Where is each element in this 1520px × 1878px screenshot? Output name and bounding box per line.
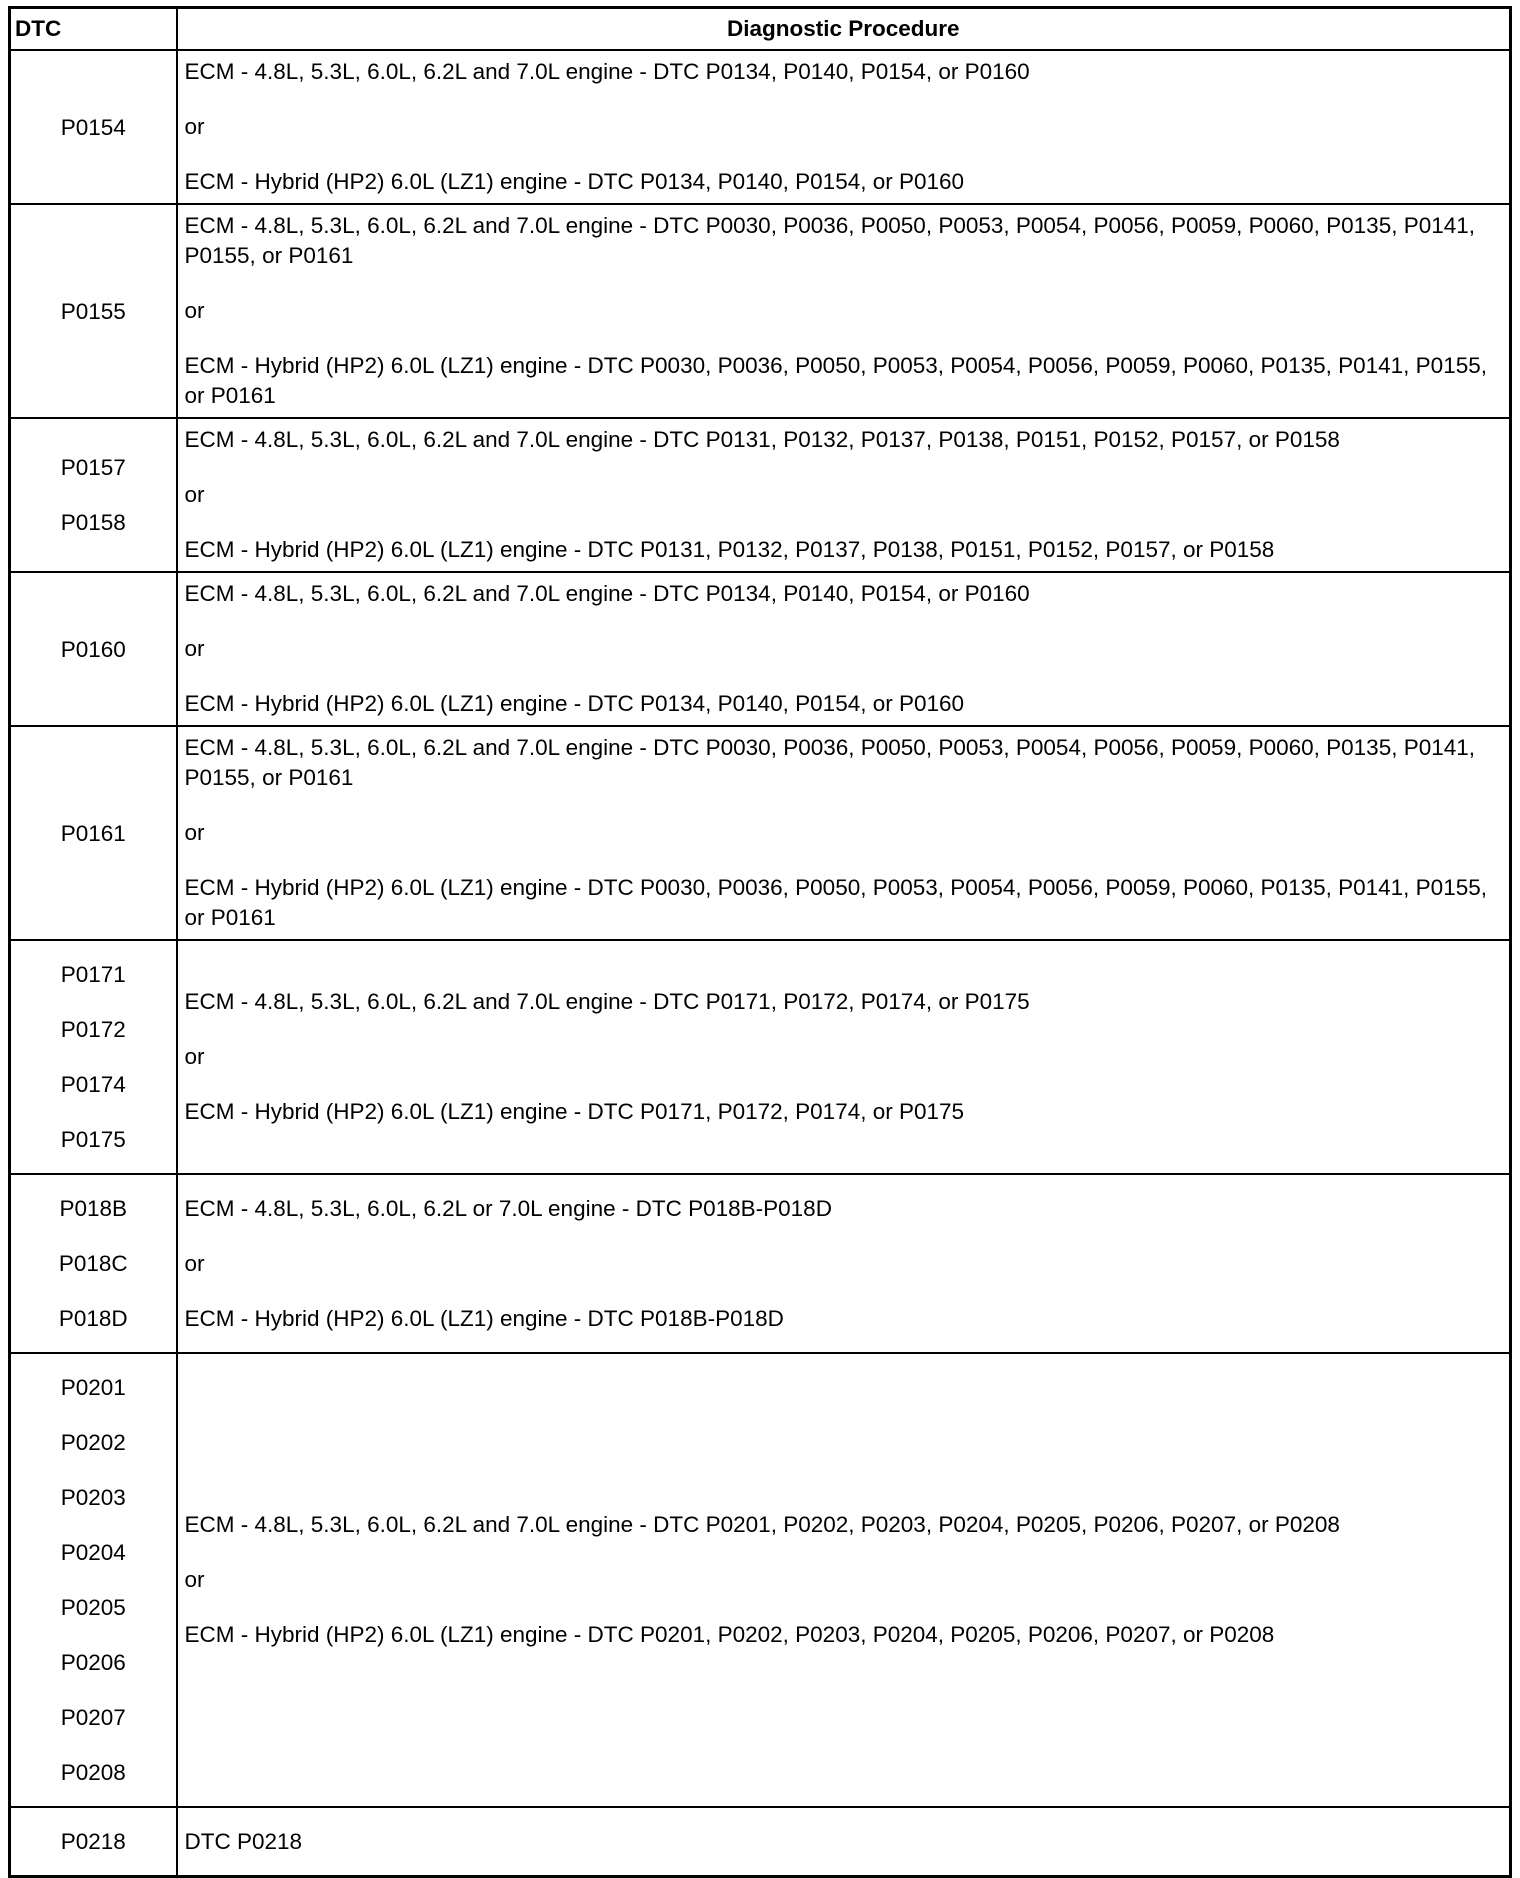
dtc-code: P0154 [60,114,126,140]
dtc-cell [10,940,177,1174]
dtc-code: P0174 [60,1072,126,1097]
column-header-procedure: Diagnostic Procedure [177,8,1511,51]
dtc-code: P0202 [60,1430,126,1455]
procedure-line: ECM - Hybrid (HP2) 6.0L (LZ1) engine - DTC P0030, P0036, P0050, P0053, P0054, P0056, P0059, P0060, P0135, P0141, P0155, or P0161 [184,353,1487,408]
procedure-line: ECM - Hybrid (HP2) 6.0L (LZ1) engine - DTC P0030, P0036, P0050, P0053, P0054, P0056, P0059, P0060, P0135, P0141, P0155, or P0161 [184,875,1487,930]
table-row [10,1174,1511,1353]
dtc-cell [10,1807,177,1877]
procedure-cell [177,726,1511,940]
dtc-code: P0160 [60,636,126,662]
dtc-cell [10,418,177,572]
header-row [10,8,1511,51]
dtc-cell [10,50,177,204]
table-row [10,572,1511,726]
procedure-cell [177,1353,1511,1807]
table-row [10,1353,1511,1807]
procedure-cell [177,50,1511,204]
procedure-cell [177,418,1511,572]
dtc-code: P0175 [60,1127,126,1152]
dtc-code: P0206 [60,1650,126,1675]
dtc-code: P0203 [60,1485,126,1510]
procedure-line: or [184,298,205,323]
column-header-dtc: DTC [10,8,177,51]
dtc-cell [10,1353,177,1807]
procedure-line: ECM - Hybrid (HP2) 6.0L (LZ1) engine - DTC P0201, P0202, P0203, P0204, P0205, P0206, P0207, or P0208 [184,1622,1275,1647]
dtc-code: P018D [58,1306,128,1331]
dtc-code: P0208 [60,1760,126,1785]
procedure-cell [177,204,1511,418]
procedure-line: or [184,820,205,845]
dtc-code: P018C [58,1251,128,1276]
procedure-cell [177,940,1511,1174]
dtc-code: P0205 [60,1595,126,1620]
procedure-line: or [184,1250,205,1276]
procedure-line: ECM - Hybrid (HP2) 6.0L (LZ1) engine - DTC P0171, P0172, P0174, or P0175 [184,1099,965,1124]
procedure-line: ECM - Hybrid (HP2) 6.0L (LZ1) engine - DTC P0134, P0140, P0154, or P0160 [184,691,965,716]
procedure-line: or [184,1567,205,1592]
procedure-line: ECM - 4.8L, 5.3L, 6.0L, 6.2L and 7.0L engine - DTC P0131, P0132, P0137, P0138, P0151, P0152, P0157, or P0158 [184,427,1340,452]
dtc-code: P0201 [60,1375,126,1400]
procedure-line: ECM - 4.8L, 5.3L, 6.0L, 6.2L and 7.0L engine - DTC P0030, P0036, P0050, P0053, P0054, P0056, P0059, P0060, P0135, P0141, P0155, or P0161 [184,735,1476,790]
dtc-code: P018B [59,1196,128,1221]
procedure-cell [177,1807,1511,1877]
procedure-line: or [184,1044,205,1069]
procedure-line: or [184,482,205,507]
dtc-code: P0218 [60,1829,126,1854]
dtc-cell [10,204,177,418]
dtc-cell [10,726,177,940]
dtc-code: P0171 [60,962,126,987]
procedure-line: or [184,636,205,661]
procedure-line: ECM - Hybrid (HP2) 6.0L (LZ1) engine - DTC P0134, P0140, P0154, or P0160 [184,169,965,194]
procedure-line: ECM - Hybrid (HP2) 6.0L (LZ1) engine - DTC P018B-P018D [184,1305,784,1331]
dtc-code: P0157 [60,455,126,480]
dtc-procedure-table [8,6,1512,1878]
table-row [10,940,1511,1174]
procedure-line: or [184,114,205,139]
procedure-cell [177,572,1511,726]
dtc-code: P0155 [60,298,126,324]
dtc-cell [10,572,177,726]
procedure-line: ECM - Hybrid (HP2) 6.0L (LZ1) engine - DTC P0131, P0132, P0137, P0138, P0151, P0152, P0157, or P0158 [184,537,1275,562]
procedure-line: ECM - 4.8L, 5.3L, 6.0L, 6.2L and 7.0L engine - DTC P0134, P0140, P0154, or P0160 [184,581,1030,606]
procedure-line: ECM - 4.8L, 5.3L, 6.0L, 6.2L and 7.0L engine - DTC P0201, P0202, P0203, P0204, P0205, P0206, P0207, or P0208 [184,1512,1340,1537]
table-row [10,50,1511,204]
procedure-line: DTC P0218 [184,1828,303,1854]
dtc-code: P0207 [60,1705,126,1730]
dtc-code: P0204 [60,1540,126,1565]
dtc-code: P0161 [60,820,126,846]
procedure-line: ECM - 4.8L, 5.3L, 6.0L, 6.2L or 7.0L engine - DTC P018B-P018D [184,1195,832,1221]
dtc-code: P0158 [60,510,126,535]
dtc-code: P0172 [60,1017,126,1042]
procedure-line: ECM - 4.8L, 5.3L, 6.0L, 6.2L and 7.0L engine - DTC P0030, P0036, P0050, P0053, P0054, P0056, P0059, P0060, P0135, P0141, P0155, or P0161 [184,213,1476,268]
table-row [10,726,1511,940]
procedure-line: ECM - 4.8L, 5.3L, 6.0L, 6.2L and 7.0L engine - DTC P0171, P0172, P0174, or P0175 [184,989,1030,1014]
table-row [10,204,1511,418]
table-row [10,418,1511,572]
table-row [10,1807,1511,1877]
procedure-cell [177,1174,1511,1353]
procedure-line: ECM - 4.8L, 5.3L, 6.0L, 6.2L and 7.0L engine - DTC P0134, P0140, P0154, or P0160 [184,59,1030,84]
dtc-cell [10,1174,177,1353]
